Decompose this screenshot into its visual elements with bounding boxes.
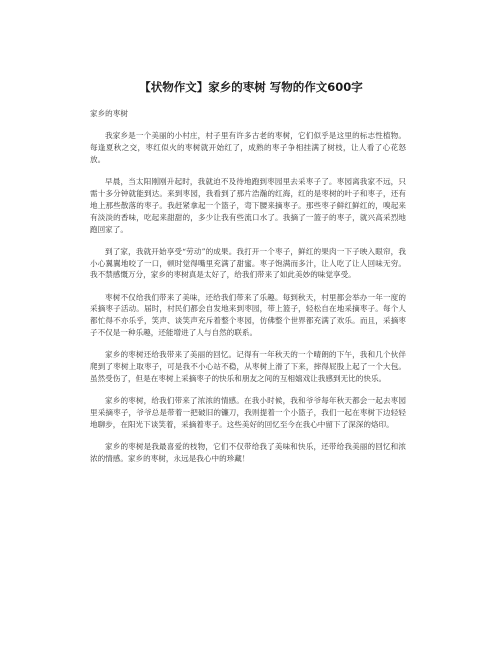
paragraph: 家乡的枣树是我最喜爱的枝物，它们不仅带给我了美味和快乐，还带给我美丽的回忆和浓浓的情感。家乡的枣树，永远是我心中的珍藏！ xyxy=(90,442,406,464)
paragraph: 我家乡是一个美丽的小村庄，村子里有许多古老的枣树，它们似乎是这里的标志性植物。每逢夏秋之交，枣红似火的枣树就开始红了，成熟的枣子争相挂满了树枝，让人看了心花怒放。 xyxy=(90,131,406,164)
paragraph: 枣树不仅给我们带来了美味，还给我们带来了乐趣。每到秋天，村里都会举办一年一度的采摘枣子活动。届时，村民们都会自发地来到枣园，带上篮子，轻松自在地采摘枣子。每个人都忙得不亦乐乎，笑声、谈笑声充斥着整个枣园，仿佛整个世界都充满了欢乐。而且，采摘枣子不仅是一种乐趣，还能增进了人与自然的联系。 xyxy=(90,292,406,338)
paragraph: 家乡的枣树还给我带来了美丽的回忆。记得有一年秋天的一个晴朗的下午，我和几个伙伴爬到了枣树上取枣子，可是我不小心站不稳，从枣树上滑了下来，摔得屁股上起了一个大包。虽然受伤了，但是在枣树上采摘枣子的快乐和朋友之间的互相嬉戏让我感到无比的快乐。 xyxy=(90,350,406,384)
article-body xyxy=(90,108,406,475)
paragraph: 到了家，我就开始享受“劳动”的成果。我打开一个枣子，鲜红的果肉一下子映入眼帘，我小心翼翼地咬了一口，顿时觉得嘴里充满了甜蜜。枣子饱满而多汁，让人吃了让人回味无穷。我不禁感慨万分，家乡的枣树真是太好了，给我们带来了如此美妙的味觉享受。 xyxy=(90,246,406,280)
paragraph: 家乡的枣树，给我们带来了浓浓的情感。在我小时候，我和爷爷每年秋天都会一起去枣园里采摘枣子，爷爷总是带着一把破旧的镰刀，我则提着一个小篮子，我们一起在枣树下边轻轻地聊步，在阳光下谈笑着，采摘着枣子。这些美好的回忆至今在我心中留下了深深的烙印。 xyxy=(90,396,406,430)
article-subtitle: 家乡的枣树 xyxy=(90,109,128,118)
page-title: 【状物作文】家乡的枣树 写物的作文600字 xyxy=(139,80,363,94)
paragraph: 早晨，当太阳刚刚升起时，我就迫不及待地跑到枣园里去采枣子了。枣园离我家不远，只需十多分钟就能到达。来到枣园，我看到了那片浩瀚的红海，红的是枣树的叶子和枣子，还有地上那些散落的枣子。我赶紧拿起一个篮子，弯下腰来摘枣子。那些枣子鲜红鲜红的，嗅起来有淡淡的香味，吃起来甜甜的，多少让我有些流口水了。我摘了一篮子的枣子，就兴高采烈地跑回家了。 xyxy=(90,176,406,234)
